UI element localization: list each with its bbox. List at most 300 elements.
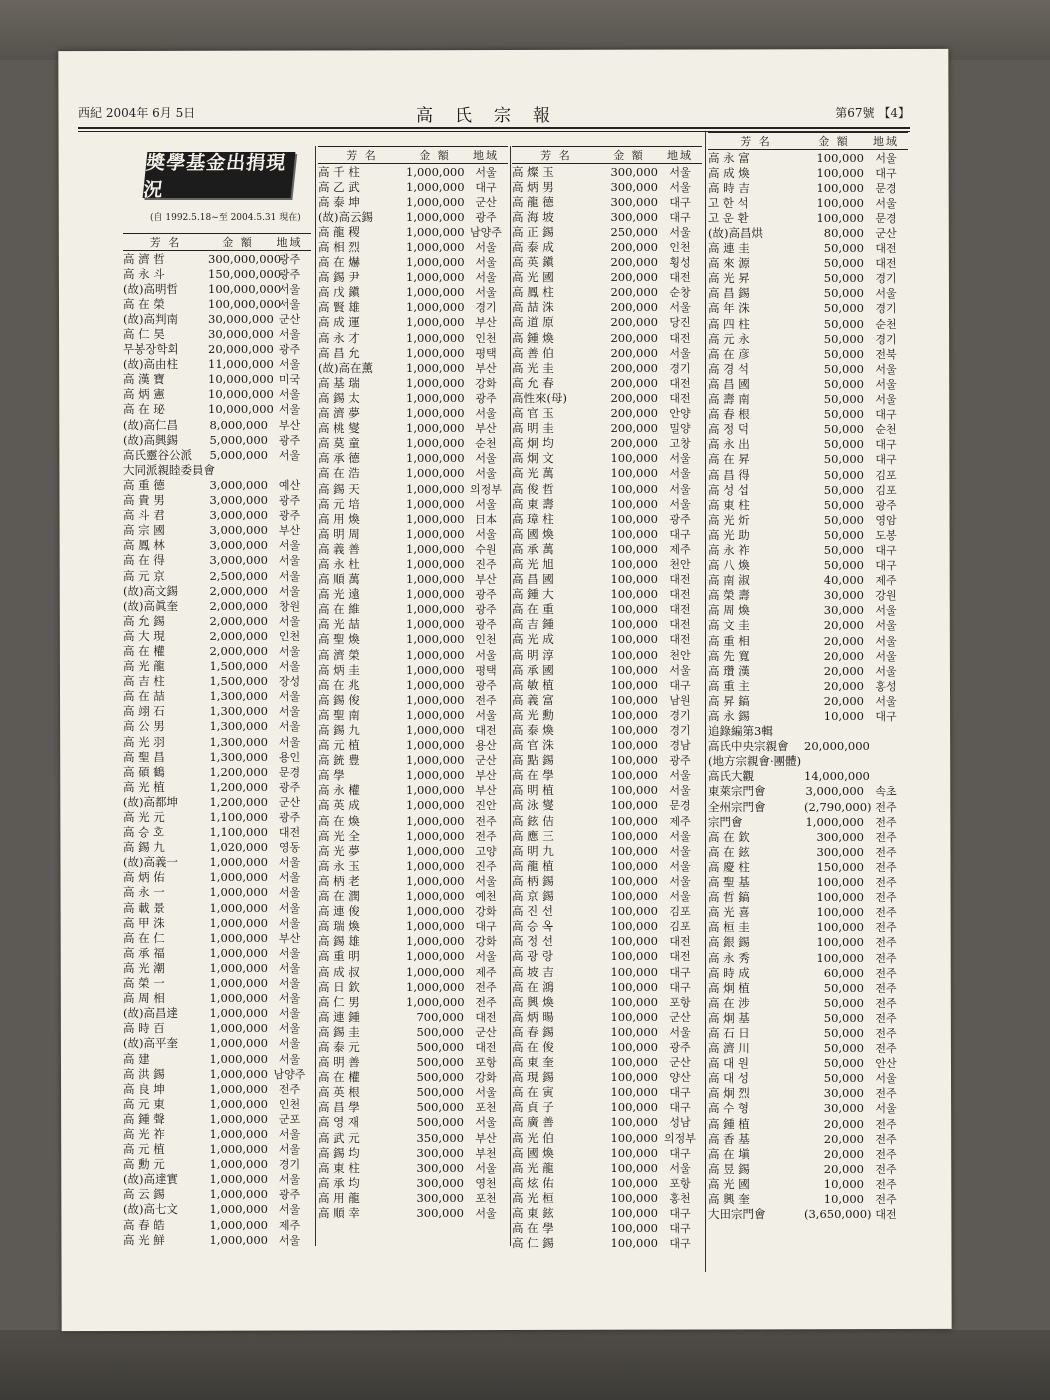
donor-name: 高 武 元 — [318, 1130, 360, 1145]
donor-name: 高 炯 烈 — [708, 1086, 750, 1101]
donation-amount: 20,000 — [823, 1131, 864, 1146]
donation-amount: 100,000 — [610, 1115, 658, 1130]
donation-amount: 1,000,000 — [406, 224, 465, 239]
donation-amount: 150,000 — [816, 859, 864, 874]
donation-amount: 100,000 — [610, 1236, 658, 1251]
donation-amount: 100,000 — [610, 964, 658, 979]
donor-row — [512, 934, 702, 949]
donor-name: 高 龍 稷 — [318, 224, 360, 239]
donor-name: 高 在 俊 — [512, 1039, 554, 1054]
donor-region: 서울 — [278, 660, 301, 674]
donation-amount: 500,000 — [416, 1039, 464, 1054]
donor-name: 高 道 原 — [512, 315, 554, 330]
donor-region: 전주 — [875, 1117, 897, 1131]
donor-region: 부산 — [475, 573, 497, 587]
donor-region: 서울 — [475, 1161, 497, 1175]
donor-row — [512, 511, 702, 526]
donor-row — [318, 466, 508, 481]
donor-name: 高 義 善 — [318, 541, 360, 556]
donor-name: 高 炳 男 — [512, 179, 554, 194]
donor-region: 부산 — [475, 422, 497, 436]
donor-name: 高 慶 柱 — [708, 859, 750, 874]
donation-amount: 50,000 — [823, 497, 864, 512]
column-header-name: 芳 名 — [149, 236, 182, 249]
donor-name: 高 官 洙 — [512, 738, 554, 753]
donation-amount: 3,000,000 — [209, 538, 268, 553]
donation-amount: 100,000 — [610, 1206, 658, 1221]
donor-name: 高 承 國 — [512, 662, 554, 677]
donor-name: 高 東 柱 — [318, 1160, 360, 1175]
donation-amount: 50,000 — [823, 1071, 864, 1086]
donor-row — [123, 1066, 311, 1081]
donation-amount: 100,000 — [816, 905, 864, 920]
donation-amount: 1,000,000 — [209, 1051, 268, 1066]
donation-amount: 100,000 — [610, 556, 658, 571]
donation-amount: 200,000 — [610, 240, 658, 255]
donor-name: 高 義 富 — [512, 692, 554, 707]
donor-name: 高 在 珌 — [123, 402, 165, 417]
donor-region: 전주 — [875, 1011, 897, 1025]
donor-region: 서울 — [475, 407, 497, 421]
donor-region: 김포 — [875, 468, 897, 482]
donation-amount: 1,000,000 — [406, 270, 465, 285]
donation-amount: 10,000,000 — [208, 387, 274, 402]
donor-region: 전주 — [875, 1132, 897, 1146]
donor-name: 高 錫 均 — [318, 1145, 360, 1160]
donation-amount: 700,000 — [416, 1009, 464, 1024]
donor-row — [123, 493, 311, 508]
donor-region: 대전 — [669, 331, 691, 345]
donor-region: 경기 — [475, 301, 497, 315]
donor-region: 전주 — [875, 860, 897, 874]
donation-amount: 5,000,000 — [209, 447, 268, 462]
donor-region: 고양 — [475, 844, 497, 858]
donor-region: 서울 — [278, 1022, 301, 1036]
donor-region: 광주 — [669, 754, 691, 768]
donation-amount: 50,000 — [823, 1056, 864, 1071]
donor-row — [318, 572, 508, 587]
donation-amount: 20,000 — [823, 663, 864, 678]
donation-amount: 1,000,000 — [406, 632, 465, 647]
donor-name: 高 錫 雄 — [318, 934, 360, 949]
donor-name: 高 重 明 — [318, 949, 360, 964]
donor-row — [708, 618, 908, 633]
donor-region: 순천 — [475, 437, 497, 451]
donor-region: 대전 — [669, 391, 691, 405]
donation-amount: 100,000,000 — [208, 296, 282, 311]
donor-row — [512, 179, 702, 194]
donor-region: 대구 — [875, 543, 897, 557]
donation-amount: 1,000,000 — [209, 976, 268, 991]
donor-row — [318, 1190, 508, 1205]
donor-row — [123, 523, 311, 538]
donor-region: 전주 — [875, 830, 897, 844]
donation-amount: 100,000 — [610, 692, 658, 707]
donor-region: 서울 — [278, 569, 301, 583]
donor-row — [708, 512, 908, 527]
donor-name: 高 國 煥 — [512, 1145, 554, 1160]
donation-amount: 1,000,000 — [209, 1096, 268, 1111]
donor-region: 군산 — [278, 795, 301, 809]
donor-row — [708, 920, 908, 935]
donor-row — [318, 179, 508, 194]
donor-name: 高 重 主 — [708, 678, 750, 693]
donation-amount: 3,000,000 — [209, 523, 268, 538]
donor-row — [123, 674, 311, 689]
donor-row — [708, 1025, 908, 1040]
donation-amount: 300,000 — [416, 1160, 464, 1175]
donor-name: 高 在 彦 — [708, 346, 750, 361]
donor-region: 제주 — [475, 965, 497, 979]
column-header-region: 地域 — [873, 135, 899, 148]
donor-row — [318, 541, 508, 556]
donor-row — [708, 708, 908, 723]
donor-name: (故)高都坤 — [123, 794, 178, 809]
donation-amount: 2,000,000 — [209, 613, 268, 628]
donor-name: 高 來 源 — [708, 256, 750, 271]
donor-name: 高 時 百 — [123, 1021, 165, 1036]
donation-amount: 1,000,000 — [406, 828, 465, 843]
donation-amount: 300,000 — [416, 1206, 464, 1221]
donor-name: 高 莫 童 — [318, 436, 360, 451]
donor-row — [318, 768, 508, 783]
donation-amount: 3,000,000 — [209, 477, 268, 492]
donor-row — [318, 783, 508, 798]
donor-row — [512, 949, 702, 964]
donor-row — [123, 402, 311, 417]
donor-row — [512, 436, 702, 451]
donor-name: 高 錫 太 — [318, 390, 360, 405]
donation-amount: 500,000 — [416, 1100, 464, 1115]
donor-name: 高 吉 柱 — [123, 674, 165, 689]
donation-amount: 100,000 — [610, 466, 658, 481]
donor-region: 서울 — [669, 859, 691, 873]
donor-name: 高氏中央宗親會 — [708, 739, 789, 754]
donation-amount: 2,000,000 — [209, 598, 268, 613]
donation-amount: 30,000 — [823, 588, 864, 603]
donor-row — [318, 1175, 508, 1190]
donor-row — [123, 779, 311, 794]
donor-name: 高 경 석 — [708, 361, 750, 376]
donor-name: 高 錫 天 — [318, 481, 360, 496]
donor-name: 宗門會 — [708, 814, 743, 829]
donor-name: 高 元 植 — [318, 738, 360, 753]
donor-region: 문경 — [278, 765, 301, 779]
donor-row — [318, 451, 508, 466]
donation-amount: 3,000,000 — [805, 784, 864, 799]
page-header — [78, 104, 910, 134]
donor-row — [318, 315, 508, 330]
donor-name: 高 永 祚 — [708, 542, 750, 557]
donor-region: 서울 — [875, 634, 897, 648]
donor-name: 高 甲 洙 — [123, 915, 165, 930]
donor-row — [512, 858, 702, 873]
donor-region: 서울 — [278, 735, 301, 749]
donation-amount: 1,000,000 — [406, 692, 465, 707]
donor-name: 高 柄 老 — [318, 873, 360, 888]
donation-amount: 50,000 — [823, 452, 864, 467]
donation-amount: 500,000 — [416, 1024, 464, 1039]
donor-name: 高 光 助 — [708, 527, 750, 542]
donor-name: 高 炯 均 — [512, 436, 554, 451]
donor-region: 서울 — [875, 151, 897, 165]
donor-region: 창원 — [278, 599, 301, 613]
donation-amount: 10,000 — [823, 1176, 864, 1191]
donation-amount: 100,000 — [610, 511, 658, 526]
donor-region: 전주 — [875, 1147, 897, 1161]
donation-amount: 10,000 — [823, 1192, 864, 1207]
donor-name: 高 炯 基 — [708, 1010, 750, 1025]
donor-region: 문경 — [669, 799, 691, 813]
donor-row — [512, 466, 702, 481]
donor-row — [512, 1024, 702, 1039]
donor-row — [708, 784, 908, 799]
donor-row — [123, 885, 311, 900]
donor-region: 대전 — [475, 1040, 497, 1054]
donation-amount: 50,000 — [823, 407, 864, 422]
donor-region: 남양주 — [273, 1067, 306, 1081]
donation-amount: 50,000 — [823, 361, 864, 376]
donation-amount: 200,000 — [610, 270, 658, 285]
donor-row — [708, 1131, 908, 1146]
donation-amount: 1,300,000 — [209, 689, 268, 704]
donor-region: 서울 — [278, 448, 301, 462]
donation-amount: 20,000 — [823, 693, 864, 708]
donor-region: 대전 — [475, 1010, 497, 1024]
donation-amount: 1,000,000 — [406, 375, 465, 390]
donor-row — [512, 738, 702, 753]
donor-row — [318, 390, 508, 405]
donor-row — [318, 873, 508, 888]
donor-row — [512, 1145, 702, 1160]
donation-amount: 1,000,000 — [406, 768, 465, 783]
donor-name: 高 允 錫 — [123, 613, 165, 628]
donor-name: 高 明 淳 — [512, 647, 554, 662]
donor-row — [123, 372, 311, 387]
donor-region: 진안 — [475, 799, 497, 813]
donor-row — [512, 390, 702, 405]
donor-name: 高 正 錫 — [512, 224, 554, 239]
donor-region: 인천 — [475, 331, 497, 345]
donor-region: 서울 — [475, 1116, 497, 1130]
donor-region: 군산 — [475, 195, 497, 209]
donor-region: 전주 — [875, 996, 897, 1010]
donor-region: 경기 — [875, 302, 897, 316]
donor-name: 高 錫 俊 — [318, 692, 360, 707]
donor-name: 高 興 煥 — [512, 994, 554, 1009]
donor-name: 高 在 爀 — [318, 255, 360, 270]
donor-region: 포항 — [475, 1056, 497, 1070]
donor-name: 高 榮 一 — [123, 976, 165, 991]
donor-name: 高 濟 榮 — [318, 647, 360, 662]
donor-region: 서울 — [278, 977, 301, 991]
donation-amount: 20,000 — [823, 1116, 864, 1131]
donor-name: 高 仁 男 — [318, 994, 360, 1009]
donor-row — [123, 991, 311, 1006]
donor-row — [123, 643, 311, 658]
donor-name: 高 昌 得 — [708, 467, 750, 482]
donation-amount: 1,000,000 — [406, 617, 465, 632]
donor-row — [708, 407, 908, 422]
donor-region: 대전 — [669, 376, 691, 390]
donor-row — [318, 1205, 508, 1220]
donor-region: 서울 — [278, 871, 301, 885]
donor-row — [123, 1051, 311, 1066]
donation-amount: 300,000 — [610, 194, 658, 209]
donor-row — [512, 1009, 702, 1024]
donor-region: 광주 — [278, 267, 301, 281]
donor-name: 高 昌 國 — [708, 376, 750, 391]
donor-row — [318, 632, 508, 647]
donation-amount: 1,000,000 — [406, 783, 465, 798]
donor-name: 高 京 錫 — [512, 889, 554, 904]
donor-row — [512, 722, 702, 737]
donor-region: 대구 — [875, 453, 897, 467]
donor-name: 高 璋 柱 — [512, 511, 554, 526]
donor-row — [318, 360, 508, 375]
donor-row — [708, 180, 908, 195]
donor-name: 高 光 成 — [512, 632, 554, 647]
donation-amount: 1,000,000 — [406, 587, 465, 602]
donor-name: 高 在 浩 — [318, 466, 360, 481]
donor-name: 高 在 得 — [123, 553, 165, 568]
donation-amount: 100,000 — [610, 858, 658, 873]
donation-amount: 100,000 — [610, 904, 658, 919]
donor-region: 대전 — [669, 935, 691, 949]
donor-region: 경기 — [875, 272, 897, 286]
donor-name: 高 先 寬 — [708, 648, 750, 663]
donor-name: 高 錫 尹 — [318, 270, 360, 285]
donation-amount: 50,000 — [823, 482, 864, 497]
donor-region: 경기 — [669, 708, 691, 722]
donation-amount: 1,000,000 — [406, 300, 465, 315]
donor-name: 高 元 植 — [123, 1142, 165, 1157]
donation-amount: 1,000,000 — [209, 885, 268, 900]
donor-name: 高 英 鎭 — [512, 255, 554, 270]
donor-name: 高 光 羽 — [123, 734, 165, 749]
donor-region: 전주 — [875, 845, 897, 859]
donation-amount: 1,000,000 — [406, 949, 465, 964]
donor-name: 高 銀 錫 — [708, 935, 750, 950]
donor-region: 서울 — [278, 584, 301, 598]
donor-name: 高 俊 哲 — [512, 481, 554, 496]
donor-region: 서울 — [278, 1052, 301, 1066]
donation-amount: 50,000 — [823, 316, 864, 331]
donor-row — [318, 239, 508, 254]
donation-amount: 50,000 — [823, 980, 864, 995]
donor-name: 高 相 烈 — [318, 240, 360, 255]
donor-name: 高 瓚 漢 — [708, 663, 750, 678]
donor-region: 서울 — [875, 1102, 897, 1116]
donor-row — [512, 1070, 702, 1085]
donor-row — [318, 526, 508, 541]
donor-region: 서울 — [875, 377, 897, 391]
donor-region: 전주 — [875, 966, 897, 980]
donor-region: 서울 — [475, 648, 497, 662]
donor-region: 서울 — [278, 1007, 301, 1021]
donation-amount: 100,000 — [610, 994, 658, 1009]
donor-name: 追錄編第3輯 — [708, 724, 773, 739]
donation-amount: 100,000 — [816, 935, 864, 950]
donor-row — [708, 271, 908, 286]
donor-row — [123, 809, 311, 824]
donor-region: 부산 — [278, 524, 301, 538]
donor-region: 광주 — [475, 603, 497, 617]
donor-name: 高 대 원 — [708, 1056, 750, 1071]
donor-region: 대구 — [875, 408, 897, 422]
donation-amount: 50,000 — [823, 558, 864, 573]
donation-amount: 100,000 — [610, 753, 658, 768]
donor-name: 高 在 潤 — [318, 889, 360, 904]
donor-row — [512, 1236, 702, 1251]
donation-amount: 1,000,000 — [209, 1111, 268, 1126]
donor-region: 서울 — [475, 527, 497, 541]
donor-name: 高 光 龍 — [123, 659, 165, 674]
donor-name: 高 吉 鍾 — [512, 617, 554, 632]
donor-region: 전주 — [875, 1026, 897, 1040]
donor-row — [708, 210, 908, 225]
donor-region: 서울 — [875, 196, 897, 210]
donor-row — [708, 799, 908, 814]
donor-region: 전주 — [875, 906, 897, 920]
donation-amount: 100,000 — [610, 602, 658, 617]
donor-row — [318, 511, 508, 526]
donor-row — [708, 980, 908, 995]
donor-region: 대구 — [875, 438, 897, 452]
donor-name: 高 炳 憲 — [123, 387, 165, 402]
donor-region: 문경 — [875, 211, 897, 225]
donation-amount: 100,000 — [816, 150, 864, 165]
donor-region: 영동 — [278, 841, 301, 855]
donor-region: 서울 — [669, 769, 691, 783]
donor-region: 서울 — [278, 282, 301, 296]
donor-name: 高 炳 圭 — [318, 662, 360, 677]
donor-name: 高 元 京 — [123, 568, 165, 583]
donor-region: 경기 — [278, 1158, 301, 1172]
donor-name: 高 광 랑 — [512, 949, 554, 964]
donor-region: 서울 — [875, 664, 897, 678]
donor-name: (故)高由柱 — [123, 357, 178, 372]
column-header-name: 芳 名 — [740, 135, 772, 148]
donor-region: 김포 — [669, 905, 691, 919]
donor-region: 성남 — [669, 1116, 691, 1130]
donor-row — [123, 840, 311, 855]
donor-row — [708, 633, 908, 648]
donor-row — [708, 769, 908, 784]
donor-region: 서울 — [475, 1086, 497, 1100]
donor-region: 광주 — [875, 498, 897, 512]
donor-region: 인천 — [278, 629, 301, 643]
donation-amount: 3,000,000 — [209, 553, 268, 568]
donation-amount: 100,000 — [610, 979, 658, 994]
donation-amount: 50,000 — [823, 301, 864, 316]
donor-row — [123, 1142, 311, 1157]
donor-name: 高 泰 成 — [512, 240, 554, 255]
donor-row — [123, 855, 311, 870]
donor-name: 高 東 奎 — [512, 1055, 554, 1070]
donor-region: 광주 — [669, 1040, 691, 1054]
donor-region: 서울 — [669, 346, 691, 360]
donation-amount: 1,000,000 — [406, 798, 465, 813]
donor-name: (故)高眞奎 — [123, 598, 178, 613]
donation-amount: 150,000,000 — [208, 266, 282, 281]
donation-amount: 100,000 — [610, 572, 658, 587]
donor-row — [512, 677, 702, 692]
issue-number: 第67號 【4】 — [835, 106, 910, 120]
donor-region: 용산 — [475, 739, 497, 753]
donor-region: 대구 — [475, 920, 497, 934]
donation-amount: 50,000 — [823, 346, 864, 361]
